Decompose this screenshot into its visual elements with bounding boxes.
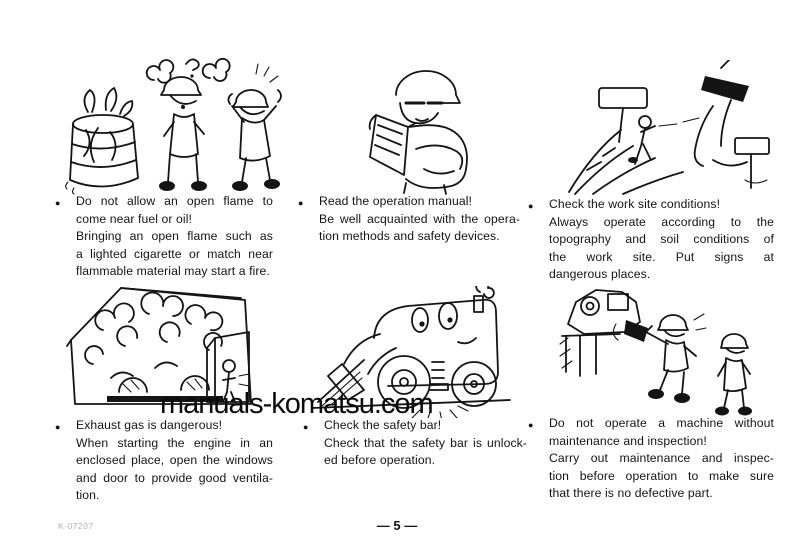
text-line: the work site. Put signs at	[549, 249, 774, 264]
read-manual-illustration-icon	[358, 53, 493, 196]
bullet-icon: ●	[303, 422, 309, 432]
section-safety-bar-text	[324, 417, 527, 470]
text-line: a lighted cigarette or match near	[76, 246, 273, 261]
text-line: Be well acquainted with the opera-	[319, 211, 520, 226]
text-line: tion.	[76, 488, 100, 502]
text-line: and door to provide good ventila-	[76, 470, 273, 485]
section-work-site-text	[549, 196, 774, 284]
text-line: Do not operate a machine without	[549, 416, 774, 430]
bullet-icon: ●	[528, 420, 534, 430]
section-safety-bar	[303, 417, 527, 470]
text-line: tion methods and safety devices.	[319, 229, 500, 243]
section-exhaust-gas-text	[76, 417, 273, 505]
text-line: maintenance and inspection!	[549, 433, 707, 448]
maintenance-illustration-icon	[556, 280, 774, 418]
text-line: Check the safety bar!	[324, 418, 442, 432]
text-line: Check the work site conditions!	[549, 197, 721, 211]
section-open-flame-text	[76, 193, 273, 281]
section-work-site	[528, 196, 774, 284]
text-line: Exhaust gas is dangerous!	[76, 418, 223, 432]
page-number: — 5 —	[376, 518, 418, 533]
footer-code: K-07207	[58, 521, 94, 531]
text-line: Bringing an open flame such as	[76, 229, 273, 243]
text-line: dangerous places.	[549, 267, 651, 281]
text-line: tion before operation to make sure	[549, 468, 774, 483]
text-line: Always operate according to the	[549, 214, 774, 229]
text-line: come near fuel or oil!	[76, 211, 193, 226]
text-line: Do not allow an open flame to	[76, 194, 273, 208]
section-open-flame	[55, 193, 273, 281]
text-line: ed before operation.	[324, 453, 436, 467]
text-line: flammable material may start a fire.	[76, 264, 270, 278]
section-maintenance	[528, 415, 774, 503]
section-maintenance-text	[549, 415, 774, 503]
text-line: Read the operation manual!	[319, 194, 473, 208]
text-line: enclosed place, open the windows	[76, 453, 273, 467]
open-flame-illustration-icon	[58, 52, 283, 195]
bullet-icon: ●	[55, 422, 61, 432]
text-line: that there is no defective part.	[549, 486, 713, 500]
section-read-manual	[298, 193, 520, 246]
section-exhaust-gas	[55, 417, 273, 505]
text-line: topography and soil conditions of	[549, 232, 774, 246]
watermark: manuals-komatsu.com	[160, 388, 433, 420]
bullet-icon: ●	[298, 198, 304, 208]
text-line: When starting the engine in an	[76, 435, 273, 450]
work-site-illustration-icon	[563, 60, 775, 196]
bullet-icon: ●	[528, 201, 534, 211]
text-line: Check that the safety bar is unlock-	[324, 435, 527, 450]
text-line: Carry out maintenance and inspec-	[549, 451, 774, 465]
bullet-icon: ●	[55, 198, 61, 208]
section-read-manual-text	[319, 193, 520, 246]
